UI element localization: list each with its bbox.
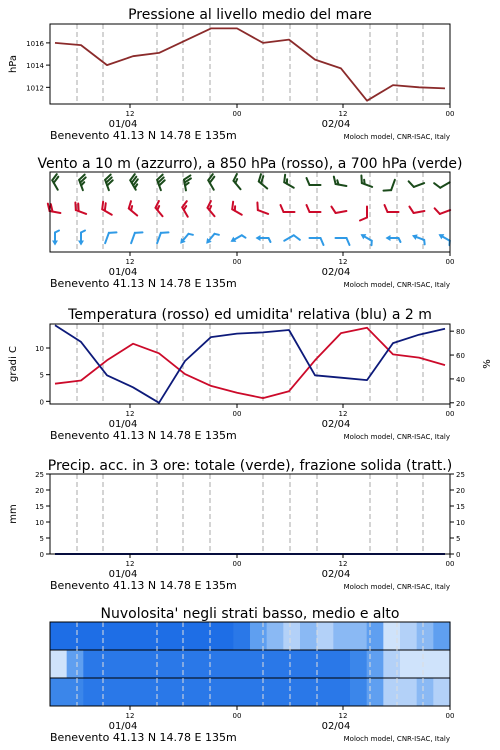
- cloud-cell: [233, 678, 250, 706]
- barb-head: [386, 235, 391, 241]
- cloud-cell: [250, 678, 267, 706]
- temperature-humidity-series: [55, 325, 445, 403]
- pressure-panel: [8, 7, 454, 142]
- barb-feather: [360, 218, 367, 221]
- cloud-cell: [417, 650, 434, 678]
- x-tick-label: 00: [445, 560, 455, 568]
- y2-tick-label: 20: [456, 399, 465, 408]
- cloud-cell: [400, 622, 417, 650]
- wind-barb: [435, 204, 451, 215]
- cloud-cell: [167, 650, 184, 678]
- temperature-y-ticks: [35, 345, 50, 406]
- wind-barb: [51, 174, 64, 190]
- cloud-cell: [317, 678, 334, 706]
- date-label: 01/04: [108, 569, 138, 580]
- x-tick-label: 12: [338, 712, 348, 720]
- y2-tick-label: 15: [456, 503, 465, 511]
- cloud-title: Nuvolosita' negli strati basso, medio e alto: [100, 606, 400, 622]
- cloud-cell: [267, 622, 284, 650]
- y-tick-label: 1012: [26, 84, 44, 93]
- wind-barb: [331, 204, 346, 213]
- date-label: 01/04: [108, 419, 138, 430]
- wind-barb: [131, 230, 142, 246]
- cloud-cell: [83, 650, 100, 678]
- wind-barb: [360, 207, 367, 221]
- wind-barb: [78, 175, 89, 191]
- y-tick-label: 20: [35, 487, 44, 495]
- date-label: 01/04: [108, 119, 138, 130]
- wind-barb: [73, 203, 89, 214]
- cloud-cell: [233, 622, 250, 650]
- cloud-cells: [50, 622, 451, 706]
- x-tick-label: 00: [232, 110, 242, 118]
- cloud-cell: [150, 678, 167, 706]
- cloud-cell: [233, 650, 250, 678]
- wind-barb: [157, 230, 168, 246]
- cloud-cell: [133, 650, 150, 678]
- cloud-cell: [50, 650, 67, 678]
- barb-feather: [161, 230, 169, 235]
- cloud-cell: [267, 678, 284, 706]
- cloud-cell: [150, 622, 167, 650]
- barb-feather: [434, 182, 440, 190]
- date-label: 02/04: [321, 721, 351, 732]
- barb-head: [359, 232, 366, 240]
- wind-barb: [434, 176, 450, 189]
- cloud-cell: [350, 678, 367, 706]
- x-tick-label: 12: [125, 712, 135, 720]
- wind-barb: [154, 201, 168, 216]
- wind-barb: [47, 204, 62, 213]
- wind-barb: [52, 231, 59, 246]
- wind-barb: [100, 202, 116, 215]
- wind-barb: [284, 234, 300, 247]
- precip-grid: [77, 474, 423, 554]
- wind-barb: [409, 177, 425, 188]
- cloud-cell: [333, 650, 350, 678]
- barb-feather: [384, 188, 392, 193]
- x-tick-label: 12: [338, 560, 348, 568]
- credit-label: Moloch model, CNR-ISAC, Italy: [343, 735, 450, 743]
- cloud-cell: [217, 622, 234, 650]
- y-tick-label: 15: [35, 503, 44, 511]
- cloud-cell: [367, 678, 384, 706]
- date-label: 01/04: [108, 267, 138, 278]
- x-tick-label: 12: [338, 258, 348, 266]
- temperature-x-axis: [50, 404, 454, 442]
- barb-feather: [347, 238, 350, 245]
- cloud-cell: [417, 622, 434, 650]
- credit-label: Moloch model, CNR-ISAC, Italy: [343, 281, 450, 289]
- location-label: Benevento 41.13 N 14.78 E 135m: [50, 731, 237, 744]
- pressure-y-ticks: [26, 40, 50, 92]
- wind-barb: [336, 238, 350, 245]
- x-tick-label: 00: [232, 712, 242, 720]
- wind-barb: [307, 205, 321, 212]
- cloud-cell: [133, 678, 150, 706]
- x-tick-label: 00: [232, 560, 242, 568]
- wind-barb: [104, 175, 115, 191]
- temperature-grid: [77, 324, 423, 404]
- wind-barb: [204, 230, 219, 246]
- barb-shaft: [50, 211, 61, 213]
- cloud-cell: [183, 650, 200, 678]
- wind-barb: [230, 202, 246, 215]
- wind-barb: [281, 205, 295, 212]
- cloud-cell: [433, 678, 450, 706]
- barb-shaft: [105, 233, 109, 243]
- precip-x-axis: [50, 554, 454, 592]
- credit-label: Moloch model, CNR-ISAC, Italy: [343, 583, 450, 591]
- y2-tick-label: 0: [456, 551, 461, 559]
- cloud-cell: [367, 622, 384, 650]
- location-label: Benevento 41.13 N 14.78 E 135m: [50, 429, 237, 442]
- wind-barb: [126, 201, 141, 215]
- temperature-title: Temperatura (rosso) ed umidita' relativa (blu) a 2 m: [68, 307, 432, 323]
- y-tick-label: 1014: [26, 62, 44, 71]
- precipitation-panel: [8, 458, 465, 592]
- barb-head: [411, 233, 418, 240]
- y2-tick-label: 20: [456, 487, 465, 495]
- barb-feather: [409, 180, 414, 188]
- cloud-cell: [383, 678, 400, 706]
- barb-shaft: [362, 183, 372, 187]
- credit-label: Moloch model, CNR-ISAC, Italy: [343, 133, 450, 141]
- x-tick-label: 12: [338, 410, 348, 418]
- cloud-cell: [183, 678, 200, 706]
- cloud-cell: [150, 650, 167, 678]
- wind-barb: [129, 174, 142, 190]
- temperature-y-label: gradi C: [8, 346, 19, 382]
- barb-head: [437, 232, 444, 240]
- barb-shaft: [336, 184, 347, 186]
- precip-frame: [50, 474, 450, 554]
- cloud-cell: [350, 650, 367, 678]
- precip-y2-ticks: [450, 471, 465, 559]
- x-tick-label: 00: [445, 410, 455, 418]
- location-label: Benevento 41.13 N 14.78 E 135m: [50, 579, 237, 592]
- barb-shaft: [131, 233, 135, 243]
- x-tick-label: 12: [125, 410, 135, 418]
- cloud-cell: [183, 622, 200, 650]
- barb-feather: [333, 177, 337, 184]
- barb-feather: [385, 205, 388, 212]
- y-tick-label: 10: [35, 345, 44, 353]
- cloud-cell: [250, 650, 267, 678]
- barb-shaft: [102, 209, 112, 215]
- cloud-cell: [167, 678, 184, 706]
- cloud-cell: [267, 650, 284, 678]
- wind-barb: [384, 177, 395, 193]
- y-tick-label: 1016: [26, 39, 44, 48]
- cloud-cell: [250, 622, 267, 650]
- y-tick-label: 10: [35, 519, 44, 527]
- barb-feather: [281, 205, 284, 212]
- y-tick-label: 0: [39, 398, 44, 407]
- pressure-line: [55, 28, 445, 100]
- temperature-humidity-panel: [8, 307, 493, 442]
- wind-title: Vento a 10 m (azzurro), a 850 hPa (rosso), a 700 hPa (verde): [37, 156, 463, 172]
- cloud-cell: [133, 622, 150, 650]
- wind-barb: [411, 233, 427, 245]
- y2-tick-label: 10: [456, 519, 465, 527]
- wind-barb: [409, 204, 424, 213]
- cloud-cell: [217, 650, 234, 678]
- wind-barb: [78, 231, 85, 246]
- y2-tick-label: 25: [456, 471, 465, 479]
- wind-barb: [437, 232, 453, 246]
- cloud-cell: [67, 622, 84, 650]
- barb-shaft: [336, 211, 347, 213]
- x-tick-label: 00: [232, 410, 242, 418]
- y-tick-label: 0: [39, 551, 44, 559]
- barb-shaft: [232, 209, 242, 215]
- cloud-cell: [117, 622, 134, 650]
- y-tick-label: 5: [39, 371, 44, 380]
- cloud-cell: [317, 622, 334, 650]
- wind-series: [47, 174, 453, 247]
- cloud-cell: [417, 678, 434, 706]
- barb-shaft: [233, 181, 240, 189]
- barb-shaft: [129, 208, 137, 215]
- temperature-line: [55, 328, 445, 398]
- x-tick-label: 00: [445, 110, 455, 118]
- cloud-cell: [117, 678, 134, 706]
- cloud-cell: [67, 650, 84, 678]
- wind-barb: [386, 235, 401, 242]
- wind-barb: [105, 230, 116, 246]
- precip-title: Precip. acc. in 3 ore: totale (verde), frazione solida (tratt.): [47, 458, 453, 474]
- wind-barb: [156, 175, 167, 191]
- cloud-x-axis: [50, 706, 454, 744]
- cloud-cell: [167, 622, 184, 650]
- barb-feather: [307, 205, 310, 212]
- barb-shaft: [440, 210, 450, 214]
- y-tick-label: 25: [35, 471, 44, 479]
- cloud-cell: [383, 650, 400, 678]
- pressure-series: [55, 28, 445, 100]
- barb-half-feather: [189, 232, 193, 236]
- cloud-cell: [300, 650, 317, 678]
- barb-half-feather: [55, 231, 59, 233]
- x-tick-label: 00: [445, 258, 455, 266]
- precip-y-label: mm: [8, 504, 19, 524]
- humidity-line: [55, 325, 445, 403]
- barb-feather: [294, 234, 300, 242]
- cloud-cell: [200, 622, 217, 650]
- barb-feather: [255, 203, 260, 211]
- barb-half-feather: [269, 238, 271, 242]
- wind-barb: [359, 176, 375, 187]
- cloud-cell: [400, 678, 417, 706]
- cloud-cell: [83, 622, 100, 650]
- cloud-cell: [283, 650, 300, 678]
- cloud-cell: [317, 650, 334, 678]
- barb-half-feather: [81, 231, 85, 233]
- x-tick-label: 00: [232, 258, 242, 266]
- cloud-cell: [67, 678, 84, 706]
- y2-tick-label: 80: [456, 328, 465, 337]
- x-tick-label: 12: [125, 110, 135, 118]
- y2-tick-label: 5: [456, 535, 461, 543]
- pressure-y-label: hPa: [8, 54, 19, 74]
- cloud-cell: [300, 678, 317, 706]
- wind-barb: [307, 178, 321, 185]
- wind-barb: [229, 232, 245, 246]
- x-tick-label: 12: [338, 110, 348, 118]
- wind-barb: [206, 201, 220, 216]
- cloud-cell: [433, 650, 450, 678]
- pressure-x-axis: [50, 104, 454, 142]
- barb-half-feather: [242, 234, 246, 238]
- cloud-cell: [83, 678, 100, 706]
- cloud-cell: [400, 650, 417, 678]
- x-tick-label: 12: [125, 258, 135, 266]
- cloud-cell: [300, 622, 317, 650]
- wind-barb: [333, 177, 348, 186]
- date-label: 02/04: [321, 119, 351, 130]
- cloud-panel: [50, 606, 454, 744]
- cloud-cell: [383, 622, 400, 650]
- wind-barb: [385, 205, 399, 212]
- date-label: 02/04: [321, 419, 351, 430]
- barb-feather: [135, 230, 143, 235]
- wind-barb: [256, 174, 271, 188]
- barb-shaft: [284, 182, 294, 188]
- date-label: 02/04: [321, 569, 351, 580]
- cloud-cell: [50, 678, 67, 706]
- cloud-cell: [283, 678, 300, 706]
- cloud-cell: [333, 678, 350, 706]
- cloud-cell: [367, 650, 384, 678]
- cloud-cell: [117, 650, 134, 678]
- cloud-cell: [333, 622, 350, 650]
- y2-tick-label: 40: [456, 375, 465, 384]
- precip-y-ticks: [35, 471, 50, 559]
- barb-feather: [331, 206, 335, 213]
- pressure-title: Pressione al livello medio del mare: [128, 7, 372, 23]
- barb-half-feather: [215, 232, 219, 236]
- wind-barb: [359, 232, 375, 246]
- barb-head: [78, 241, 84, 246]
- barb-feather: [321, 238, 324, 245]
- barb-shaft: [157, 233, 161, 243]
- cloud-cell: [200, 650, 217, 678]
- x-tick-label: 00: [445, 712, 455, 720]
- barb-feather: [435, 207, 440, 215]
- barb-half-feather: [399, 238, 401, 242]
- cloud-cell: [200, 678, 217, 706]
- cloud-cell: [283, 622, 300, 650]
- barb-feather: [307, 178, 310, 185]
- x-tick-label: 12: [125, 560, 135, 568]
- cloud-cell: [217, 678, 234, 706]
- credit-label: Moloch model, CNR-ISAC, Italy: [343, 433, 450, 441]
- wind-barb: [184, 175, 193, 190]
- humidity-y-ticks: [450, 328, 465, 408]
- cloud-cell: [433, 622, 450, 650]
- barb-half-feather: [423, 240, 426, 244]
- barb-shaft: [391, 180, 395, 190]
- y-tick-label: 5: [39, 535, 44, 543]
- cloud-cell: [50, 622, 67, 650]
- barb-shaft: [207, 208, 214, 216]
- location-label: Benevento 41.13 N 14.78 E 135m: [50, 277, 237, 290]
- wind-x-axis: [50, 252, 454, 290]
- temperature-frame: [50, 324, 450, 404]
- date-label: 02/04: [321, 267, 351, 278]
- barb-head: [256, 235, 261, 241]
- wind-panel: [37, 156, 462, 290]
- wind-barb: [282, 175, 298, 188]
- wind-barb: [178, 230, 193, 246]
- barb-feather: [409, 206, 413, 213]
- cloud-cell: [350, 622, 367, 650]
- date-label: 01/04: [108, 721, 138, 732]
- barb-head: [52, 241, 58, 246]
- barb-feather: [109, 230, 117, 235]
- barb-head: [229, 237, 236, 245]
- wind-barb: [207, 174, 220, 190]
- wind-barb: [232, 174, 246, 189]
- location-label: Benevento 41.13 N 14.78 E 135m: [50, 129, 237, 142]
- humidity-y-label: %: [482, 359, 493, 369]
- barb-shaft: [284, 235, 294, 241]
- barb-shaft: [440, 182, 450, 188]
- y2-tick-label: 60: [456, 352, 465, 361]
